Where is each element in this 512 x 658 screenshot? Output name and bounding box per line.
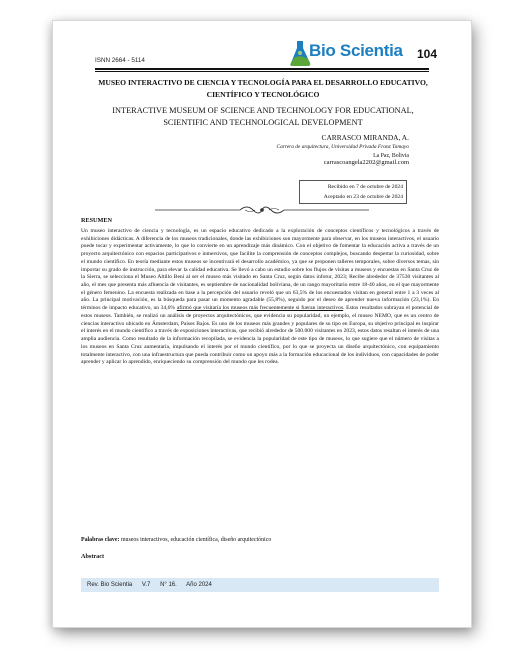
- keywords-value: museos interactivos, educación científica, diseño arquitectónico: [120, 537, 272, 543]
- journal-logo: [289, 39, 409, 67]
- author-name: CARRASCO MIRANDA, A.: [321, 133, 409, 142]
- keywords-label: Palabras clave:: [81, 537, 120, 543]
- issn-label: ISNN 2664 - 5114: [95, 57, 145, 64]
- footer-volume: V.7: [141, 582, 151, 588]
- header-rule: [95, 68, 429, 70]
- title-english: INTERACTIVE MUSEUM OF SCIENCE AND TECHNOLOGY FOR EDUCATIONAL, SCIENTIFIC AND TECHNOLOGICAL DEVELOPMENT: [112, 106, 414, 127]
- footer-year: Año 2024: [186, 582, 212, 588]
- author-block: [149, 133, 409, 161]
- title-spanish: MUSEO INTERACTIVO DE CIENCIA Y TECNOLOGÍA PARA EL DESARROLLO EDUCATIVO, CIENTÍFICO Y TECNOLÓGICO: [98, 78, 428, 99]
- header-rule-thin: [95, 71, 429, 72]
- resumen-underlined-text: afirmó que visitaría los museos más frecuentemente si fueran interactivos: [176, 305, 344, 312]
- footer-number: N° 16.: [160, 582, 177, 588]
- resumen-heading: RESUMEN: [81, 217, 112, 224]
- abstract-heading: Abstract: [81, 553, 105, 560]
- author-email[interactable]: carrascoangela2202@gmail.com: [323, 159, 409, 166]
- resumen-text-part1: Un museo interactivo de ciencia y tecnología, es un espacio educativo dedicado a la exploración de conceptos científicos y tecnológicos a través de exhibiciones didácticas. A diferencia de los museos tradicionales, donde las exhibiciones son mayormente para observar, en los museos interactivos, el usuario puede tocar y experimentar activamente, lo que lo convierte en un aprendizaje más dinámico. Con el objetivo de fomentar la educación activa a través de un proyecto arquitectónico con espacios participativos e inmersivos, que facilite la comprensión de conceptos complejos, buscando despertar la curiosidad, sobre el mundo científico. En teoría mediante estos museos se incentivará el desarrollo académico, ya que se proponen talleres temporales, sobre diversos temas, sin importar su grado de instrucción, para elevar la calidad educativa. Se llevó a cabo un estudio sobre los flujos de visitas a museos y encuestas en Santa Cruz de la Sierra, se selecciona el Museo Altillo Beni al ser el museo más visitado en Santa Cruz, según datos infotur, 2023; Recibe alrededor de 37530 visitantes al año, el mes que presenta más afluencia de visitantes, es septiembre de nacionalidad boliviana, de un rango mayoritario entre 18-40 años, en el que mayormente el género femenino. La encuesta realizada en base a la percepción del usuario reveló que un 63,5% de los encuestados visitan en general entre 1 a 3 veces al año. La principal motivación, es la búsqueda para pasar un momento agradable (55,8%), seguido por el deseo de aprender nueva información (23,1%). En términos de impacto educativo, un 34,6%: [81, 228, 439, 312]
- document-page: [52, 20, 472, 628]
- keywords-line: [81, 537, 439, 543]
- page-number: 104: [417, 47, 438, 61]
- author-affiliation: Carrera de arquitectura, Universidad Privada Franz Tamayo: [276, 144, 409, 150]
- author-city: La Paz, Bolivia: [373, 153, 409, 159]
- ornamental-divider: [95, 204, 429, 216]
- resumen-body: [81, 228, 439, 367]
- page-footer: [81, 578, 439, 592]
- accepted-date: Aceptado en 23 de octubre de 2024: [323, 194, 403, 200]
- resumen-text-part2: . Estos resultados subrayan el potencial de estos museos. También, se realizó un análisis de proyectos arquitectónicos, que evidencia su popularidad, un ejemplo, el museo NEMO, que es un centro de ciencias interactivo ubicado en Ámsterdam, Países Bajos. Es uno de los museos más grandes y populares de su tipo en Europa, su objetivo principal es inspirar el interés en el mundo científico a través de exposiciones interactivas, que recibió alrededor de 500.000 visitantes en 2023, estos datos resaltan el interés de una amplia audiencia. Como resultado de la información recopilada, se evidencia la popularidad de este tipo de museos, lo que sugiere que el número de visitas a los museos en Santa Cruz aumentaría, impulsando el interés por el mundo científico, por lo que se proyecta un diseño arquitectónico, con equipamiento totalmente interactivo, con una infraestructura que pueda contribuir como un apoyo más a la formación educacional de los individuos, con capacidades de poder aprender y aplicar lo aprendido, enriqueciendo su comprensión del mundo que les rodea.: [81, 305, 439, 366]
- logo-text: Bio Scientia: [309, 41, 403, 60]
- footer-journal: Rev. Bio Scientia: [87, 582, 133, 588]
- received-date: Recibido en 7 de octubre de 2024: [327, 184, 403, 190]
- dates-box: [299, 180, 407, 204]
